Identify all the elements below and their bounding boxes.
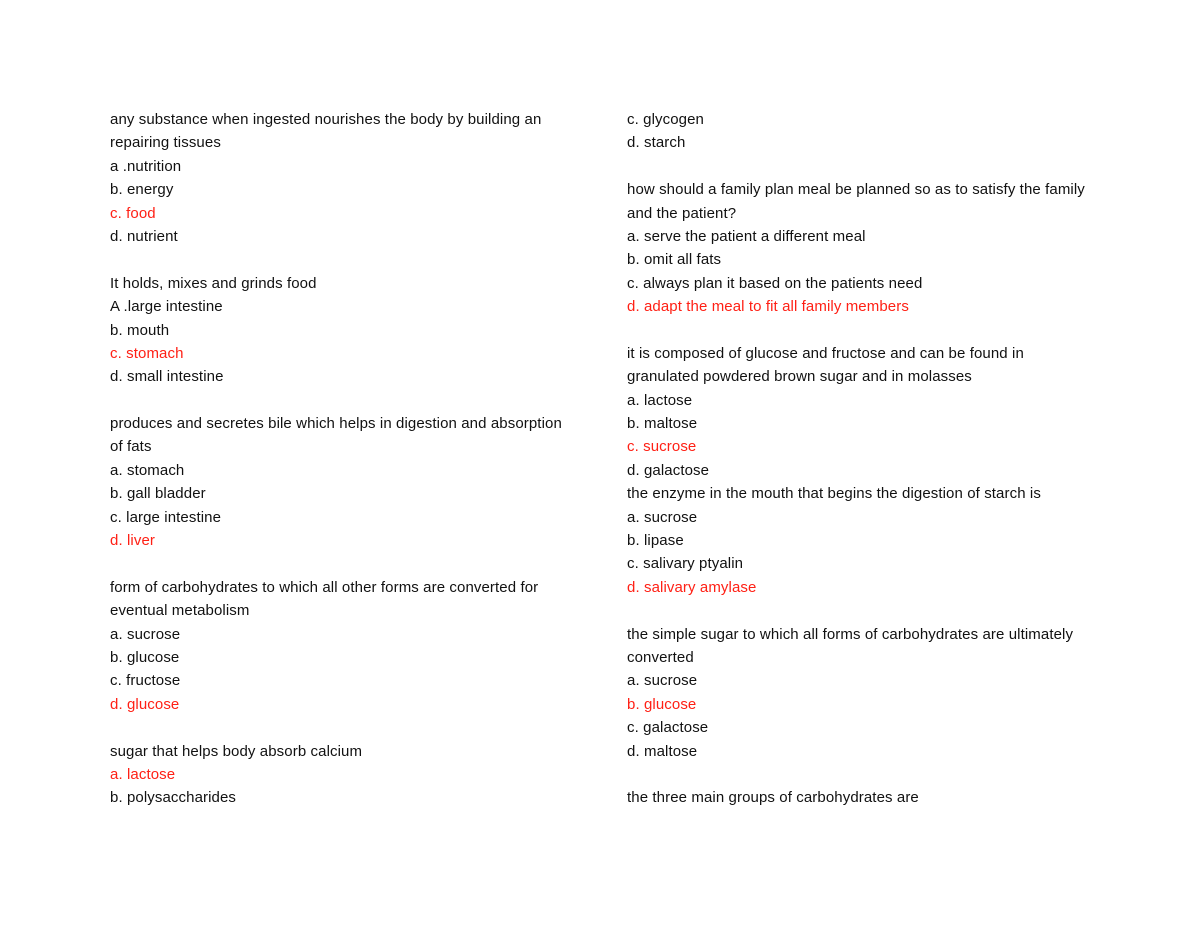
question-block bbox=[110, 576, 580, 716]
text-line: c. fructose bbox=[110, 672, 181, 690]
text-line: c. galactose bbox=[627, 719, 709, 737]
text-line: c. salivary ptyalin bbox=[627, 555, 744, 573]
answer-line-highlighted: d. salivary amylase bbox=[627, 578, 757, 596]
answer-line-highlighted: d. adapt the meal to fit all family members bbox=[627, 298, 909, 316]
text-line: d. nutrient bbox=[110, 227, 178, 245]
text-line: b. gall bladder bbox=[110, 485, 206, 503]
text-line: any substance when ingested nourishes the body by building an bbox=[110, 111, 542, 128]
text-line: sugar that helps body absorb calcium bbox=[110, 742, 363, 760]
answer-line-highlighted: b. glucose bbox=[627, 695, 697, 713]
text-line: produces and secretes bile which helps in digestion and absorption bbox=[110, 415, 562, 433]
text-line: how should a family plan meal be planned so as to satisfy the family bbox=[627, 181, 1085, 199]
text-line: and the patient? bbox=[627, 204, 737, 222]
question-block bbox=[110, 412, 580, 552]
answer-line-highlighted: d. liver bbox=[110, 532, 155, 550]
text-column-right bbox=[627, 108, 1107, 833]
answer-line-highlighted: c. sucrose bbox=[627, 438, 697, 456]
text-line: b. lipase bbox=[627, 532, 684, 550]
text-line: c. large intestine bbox=[110, 508, 222, 526]
text-line: a. lactose bbox=[627, 391, 693, 409]
text-line: c. always plan it based on the patients need bbox=[627, 274, 923, 292]
question-block bbox=[627, 108, 1107, 155]
text-line: a. serve the patient a different meal bbox=[627, 227, 866, 245]
question-block bbox=[110, 108, 580, 248]
text-line: A .large intestine bbox=[110, 298, 223, 316]
text-line: repairing tissues bbox=[110, 134, 221, 152]
text-line: d. small intestine bbox=[110, 368, 224, 386]
question-block bbox=[627, 342, 1107, 599]
answer-line-highlighted: d. glucose bbox=[110, 695, 180, 713]
text-line: the three main groups of carbohydrates are bbox=[627, 789, 919, 807]
question-block bbox=[627, 623, 1107, 763]
text-line: granulated powdered brown sugar and in molasses bbox=[627, 368, 972, 386]
text-column-left bbox=[110, 108, 580, 833]
text-line: b. omit all fats bbox=[627, 251, 722, 269]
text-line: a. stomach bbox=[110, 461, 185, 479]
question-block bbox=[110, 740, 580, 810]
text-line: b. energy bbox=[110, 181, 174, 199]
text-line: of fats bbox=[110, 438, 152, 456]
text-line: the simple sugar to which all forms of carbohydrates are ultimately bbox=[627, 625, 1074, 643]
text-line: the enzyme in the mouth that begins the digestion of starch is bbox=[627, 485, 1041, 503]
text-line: c. glycogen bbox=[627, 111, 704, 128]
text-line: It holds, mixes and grinds food bbox=[110, 274, 317, 292]
text-line: form of carbohydrates to which all other forms are converted for bbox=[110, 578, 539, 596]
question-block bbox=[627, 786, 1107, 809]
text-line: d. maltose bbox=[627, 742, 698, 760]
text-line: d. galactose bbox=[627, 461, 710, 479]
text-line: b. polysaccharides bbox=[110, 789, 237, 807]
text-line: b. glucose bbox=[110, 648, 180, 666]
text-line: a. sucrose bbox=[627, 508, 698, 526]
answer-line-highlighted: a. lactose bbox=[110, 765, 176, 783]
question-block bbox=[627, 178, 1107, 318]
answer-line-highlighted: c. stomach bbox=[110, 344, 184, 362]
text-line: it is composed of glucose and fructose and can be found in bbox=[627, 344, 1024, 362]
text-line: a. sucrose bbox=[110, 625, 181, 643]
text-line: a. sucrose bbox=[627, 672, 698, 690]
text-line: b. maltose bbox=[627, 415, 698, 433]
text-line: b. mouth bbox=[110, 321, 170, 339]
answer-line-highlighted: c. food bbox=[110, 204, 156, 222]
text-line: converted bbox=[627, 648, 694, 666]
text-line: d. starch bbox=[627, 134, 686, 152]
text-line: a .nutrition bbox=[110, 157, 182, 175]
question-block bbox=[110, 272, 580, 389]
text-line: eventual metabolism bbox=[110, 602, 250, 620]
